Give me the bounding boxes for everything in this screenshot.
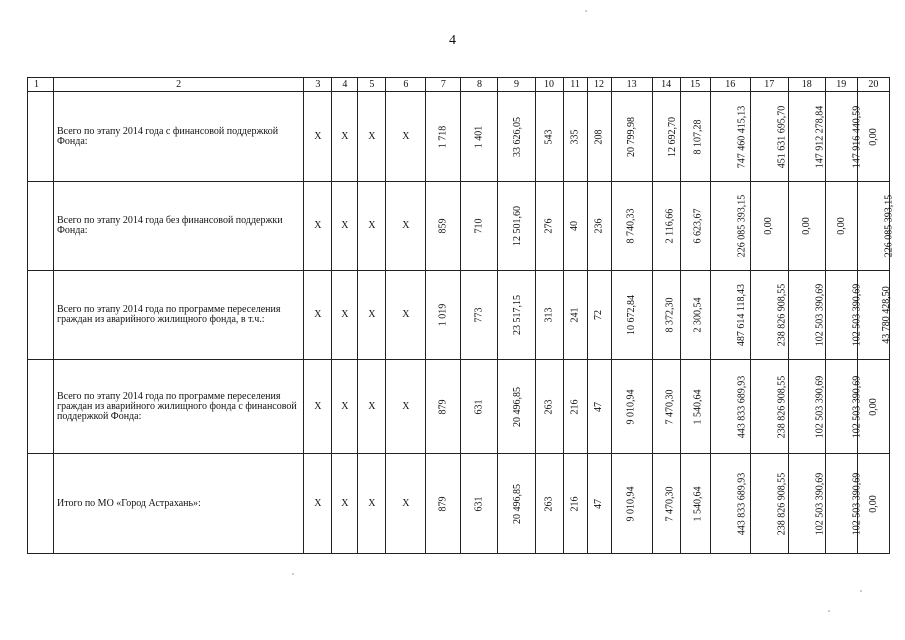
value-cell [652, 92, 680, 182]
value-cell [710, 92, 750, 182]
value-text: 238 826 908,55 [775, 283, 787, 347]
mark-cell: X [332, 271, 358, 360]
header-cell: 20 [857, 78, 889, 92]
scan-speck [292, 573, 294, 575]
value-cell [426, 271, 461, 360]
value-cell [563, 271, 587, 360]
mark-cell: X [386, 92, 426, 182]
value-text: 487 614 118,43 [735, 283, 747, 347]
value-text: 276 [543, 218, 555, 234]
value-cell [611, 360, 652, 454]
mark-cell: X [304, 360, 332, 454]
value-cell [535, 454, 563, 554]
table-row [28, 182, 890, 271]
mark-cell: X [358, 182, 386, 271]
value-text: 102 503 390,69 [851, 472, 863, 535]
table-row [28, 360, 890, 454]
value-cell [426, 360, 461, 454]
value-text: 0,00 [867, 494, 879, 513]
value-text: 313 [543, 307, 555, 323]
value-cell [788, 454, 825, 554]
value-cell [587, 271, 611, 360]
value-text: 879 [437, 496, 449, 511]
value-text: 7 470,30 [664, 486, 676, 521]
value-text: 773 [473, 307, 485, 323]
value-cell [587, 92, 611, 182]
value-cell [535, 271, 563, 360]
value-cell [680, 182, 710, 271]
value-cell [652, 454, 680, 554]
header-cell: 14 [652, 78, 680, 92]
mark-cell: X [304, 182, 332, 271]
value-cell [563, 92, 587, 182]
mark-cell: X [386, 454, 426, 554]
header-cell: 9 [498, 78, 535, 92]
header-cell: 19 [825, 78, 857, 92]
value-text: 1 540,64 [692, 486, 704, 521]
value-cell [750, 454, 788, 554]
page-number: 4 [449, 33, 456, 48]
header-cell: 6 [386, 78, 426, 92]
value-text: 7 470,30 [664, 389, 676, 424]
value-cell [563, 182, 587, 271]
value-cell [788, 182, 825, 271]
header-cell: 4 [332, 78, 358, 92]
row-number-cell [28, 92, 54, 182]
header-cell: 8 [461, 78, 498, 92]
value-cell [535, 360, 563, 454]
value-cell [498, 360, 535, 454]
value-cell [498, 454, 535, 554]
value-text: 43 780 428,50 [880, 286, 892, 344]
mark-cell: X [332, 360, 358, 454]
value-text: 20 496,85 [512, 386, 524, 427]
value-cell [680, 92, 710, 182]
value-text: 0,00 [867, 127, 879, 146]
value-cell [652, 360, 680, 454]
value-text: 8 372,30 [664, 297, 676, 333]
row-number-cell [28, 360, 54, 454]
value-text: 216 [569, 399, 581, 414]
value-text: 2 300,54 [692, 297, 704, 333]
value-text: 9 010,94 [625, 389, 637, 424]
value-cell [426, 182, 461, 271]
value-text: 208 [593, 129, 605, 144]
value-text: 102 503 390,69 [851, 283, 863, 347]
value-cell [498, 92, 535, 182]
header-cell: 15 [680, 78, 710, 92]
value-cell [563, 454, 587, 554]
value-text: 0,00 [763, 217, 775, 235]
value-cell [680, 360, 710, 454]
value-cell [680, 454, 710, 554]
value-text: 631 [473, 399, 485, 414]
table-row [28, 271, 890, 360]
header-cell: 7 [426, 78, 461, 92]
value-cell [587, 360, 611, 454]
value-text: 710 [473, 218, 485, 234]
header-cell: 5 [358, 78, 386, 92]
value-text: 238 826 908,55 [775, 472, 787, 535]
value-cell [750, 92, 788, 182]
mark-cell: X [358, 360, 386, 454]
data-table [27, 77, 895, 554]
value-text: 47 [593, 498, 605, 509]
mark-cell: X [386, 182, 426, 271]
value-cell [788, 92, 825, 182]
table-row [28, 92, 890, 182]
value-text: 1 019 [437, 303, 449, 327]
value-text: 1 401 [473, 125, 485, 148]
value-cell [825, 360, 863, 454]
value-cell [461, 92, 498, 182]
value-text: 8 107,28 [692, 119, 704, 154]
value-text: 12 692,70 [666, 116, 678, 157]
value-text: 238 826 908,55 [775, 375, 787, 438]
value-text: 1 718 [437, 125, 449, 148]
mark-cell: X [304, 454, 332, 554]
value-text: 6 623,67 [692, 208, 704, 244]
mark-cell: X [386, 271, 426, 360]
value-cell [563, 360, 587, 454]
value-text: 859 [437, 218, 449, 234]
value-cell [680, 271, 710, 360]
row-description: Итого по МО «Город Астрахань»: [54, 454, 304, 554]
value-cell [825, 271, 863, 360]
value-cell [611, 454, 652, 554]
value-text: 1 540,64 [692, 389, 704, 424]
mark-cell: X [332, 92, 358, 182]
value-cell [461, 454, 498, 554]
value-text: 40 [569, 221, 581, 231]
row-number-cell [28, 271, 54, 360]
table-row [28, 454, 890, 554]
value-text: 9 010,94 [625, 486, 637, 521]
value-text: 102 503 390,69 [813, 283, 825, 347]
value-text: 543 [543, 129, 555, 144]
value-text: 241 [569, 307, 581, 323]
value-cell [710, 454, 750, 554]
header-cell: 11 [563, 78, 587, 92]
value-cell [461, 271, 498, 360]
value-cell [710, 360, 750, 454]
value-text: 631 [473, 496, 485, 511]
mark-cell: X [386, 360, 426, 454]
value-cell [652, 271, 680, 360]
value-cell [750, 271, 788, 360]
value-text: 20 799,98 [625, 116, 637, 157]
value-text: 0,00 [835, 217, 847, 235]
value-text: 451 631 695,70 [775, 105, 787, 168]
value-cell [710, 182, 750, 271]
scan-speck [860, 590, 862, 592]
value-text: 216 [569, 496, 581, 511]
value-text: 147 912 278,84 [813, 105, 825, 168]
value-cell [461, 182, 498, 271]
value-cell [587, 454, 611, 554]
value-cell [652, 182, 680, 271]
value-text: 23 517,15 [512, 295, 524, 335]
value-cell [750, 360, 788, 454]
value-text: 102 503 390,69 [813, 375, 825, 438]
row-description: Всего по этапу 2014 года без финансовой поддержки Фонда: [54, 182, 304, 271]
value-text: 263 [543, 399, 555, 414]
value-cell [611, 92, 652, 182]
value-text: 102 503 390,69 [851, 375, 863, 438]
value-text: 2 116,66 [663, 208, 675, 244]
value-text: 443 833 689,93 [735, 472, 747, 535]
value-cell [710, 271, 750, 360]
value-cell [750, 182, 788, 271]
scan-speck [828, 610, 830, 612]
value-cell [426, 454, 461, 554]
header-cell: 18 [788, 78, 825, 92]
scan-speck [585, 10, 587, 12]
mark-cell: X [304, 92, 332, 182]
mark-cell: X [332, 182, 358, 271]
row-description: Всего по этапу 2014 года с финансовой поддержкой Фонда: [54, 92, 304, 182]
value-text: 879 [437, 399, 449, 414]
header-cell: 13 [611, 78, 652, 92]
value-text: 33 626,05 [512, 116, 524, 157]
value-cell [825, 182, 857, 271]
value-cell [461, 360, 498, 454]
value-text: 8 740,33 [625, 208, 637, 244]
value-text: 12 501,60 [512, 206, 524, 246]
mark-cell: X [358, 92, 386, 182]
row-description: Всего по этапу 2014 года по программе переселения граждан из аварийного жилищного фонда, в т.ч.: [54, 271, 304, 360]
value-cell [611, 182, 652, 271]
value-text: 443 833 689,93 [735, 375, 747, 438]
value-text: 10 672,84 [625, 295, 637, 335]
value-cell [611, 271, 652, 360]
row-description: Всего по этапу 2014 года по программе переселения граждан из аварийного жилищного фонда с финансовой поддержкой Фонда: [54, 360, 304, 454]
value-text: 226 085 393,15 [883, 194, 895, 258]
header-cell: 12 [587, 78, 611, 92]
value-cell [498, 182, 535, 271]
mark-cell: X [332, 454, 358, 554]
value-text: 20 496,85 [512, 483, 524, 524]
header-cell: 17 [750, 78, 788, 92]
value-cell [825, 92, 863, 182]
value-text: 747 460 415,13 [735, 105, 747, 168]
value-text: 0,00 [800, 217, 812, 235]
value-text: 47 [593, 401, 605, 412]
header-row [28, 78, 890, 92]
value-text: 0,00 [867, 397, 879, 416]
value-text: 236 [593, 218, 605, 234]
mark-cell: X [304, 271, 332, 360]
row-number-cell [28, 454, 54, 554]
value-text: 263 [543, 496, 555, 511]
value-cell [426, 92, 461, 182]
mark-cell: X [358, 454, 386, 554]
row-number-cell [28, 182, 54, 271]
value-cell [535, 92, 563, 182]
header-cell: 16 [710, 78, 750, 92]
value-cell [788, 271, 825, 360]
value-cell [498, 271, 535, 360]
value-cell [587, 182, 611, 271]
header-cell: 1 [28, 78, 54, 92]
value-cell [857, 182, 895, 271]
value-text: 72 [593, 310, 605, 320]
value-cell [825, 454, 863, 554]
header-cell: 3 [304, 78, 332, 92]
header-cell: 2 [54, 78, 304, 92]
value-cell [535, 182, 563, 271]
value-text: 335 [569, 129, 581, 144]
value-text: 147 916 440,59 [851, 105, 863, 168]
value-text: 226 085 393,15 [735, 194, 747, 258]
value-text: 102 503 390,69 [813, 472, 825, 535]
value-cell [788, 360, 825, 454]
header-cell: 10 [535, 78, 563, 92]
mark-cell: X [358, 271, 386, 360]
